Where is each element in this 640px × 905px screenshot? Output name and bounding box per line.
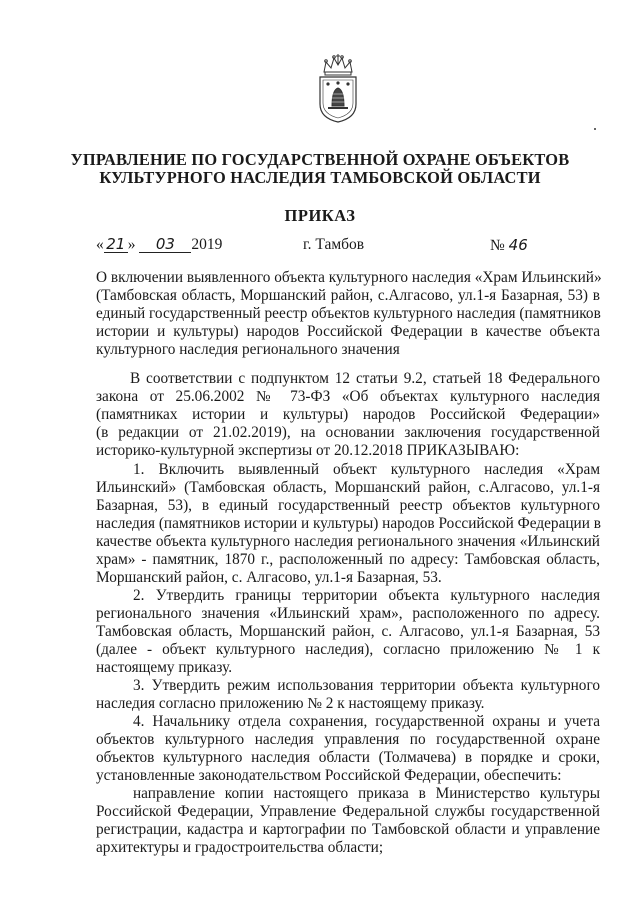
body-line: Базарная, 53), в единый государственный реестр объектов культурного xyxy=(96,497,600,514)
title-line: (Тамбовская область, Моршанский район, с.Алгасово, ул.1-я Базарная, 53) в xyxy=(96,287,600,304)
body-line: архитектуры и градостроительства области; xyxy=(96,839,384,856)
body-line: историко-культурной экспертизы от 20.12.2018 ПРИКАЗЫВАЮ: xyxy=(96,442,520,459)
date-field xyxy=(96,235,222,255)
body-line: (в редакции от 21.02.2019), на основании заключения государственной xyxy=(96,424,600,441)
body-line: наследия (памятников истории и культуры) народов Российской Федерации в xyxy=(96,515,601,532)
body-line: объектов культурного наследия области (Толмачева) в порядке и сроки, xyxy=(96,749,600,766)
body-line: Тамбовская область, Моршанский район, с. Алгасово, ул.1-я Базарная, 53 xyxy=(96,623,600,640)
date-year: 2019 xyxy=(191,236,223,253)
date-close-quote: » xyxy=(127,236,136,253)
title-line: единый государственный реестр объектов культурного наследия (памятников xyxy=(96,305,601,322)
coat-of-arms-emblem xyxy=(314,52,362,124)
scan-speck xyxy=(594,128,596,130)
document-type: ПРИКАЗ xyxy=(284,206,356,225)
body-line: объектов культурного наследия управления по государственной охране xyxy=(96,731,600,748)
org-name-line2: КУЛЬТУРНОГО НАСЛЕДИЯ ТАМБОВСКОЙ ОБЛАСТИ xyxy=(99,168,541,187)
body-line: направление копии настоящего приказа в Министерство культуры xyxy=(133,785,600,802)
body-line: закона от 25.06.2002 № 73-ФЗ «Об объектах культурного наследия xyxy=(96,388,600,405)
order-number xyxy=(490,235,528,256)
body-line: 2. Утвердить границы территории объекта культурного наследия xyxy=(133,587,600,604)
body-line: регистрации, кадастра и картографии по Тамбовской области и управление xyxy=(96,821,600,838)
body-line: 1. Включить выявленный объект культурного наследия «Храм xyxy=(133,461,600,478)
city: г. Тамбов xyxy=(303,236,365,253)
body-line: храм» - памятник, 1870 г., расположенный по адресу: Тамбовская область, xyxy=(96,551,600,568)
body-line: (памятниках истории и культуры) народов Российской Федерации» xyxy=(96,406,600,423)
body-line: Ильинский» (Тамбовская область, Моршанский район, с.Алгасово, ул.1-я xyxy=(96,479,600,496)
date-open-quote: « xyxy=(96,236,104,253)
title-line: культурного наследия регионального значения xyxy=(96,341,400,358)
body-line: 4. Начальнику отдела сохранения, государственной охраны и учета xyxy=(133,713,600,730)
body-line: наследия согласно приложению № 2 к настоящему приказу. xyxy=(96,695,485,712)
body-line: В соответствии с подпунктом 12 статьи 9.2, статьей 18 Федерального xyxy=(130,370,600,387)
body-line: настоящему приказу. xyxy=(96,659,233,676)
title-line: О включении выявленного объекта культурного наследия «Храм Ильинский» xyxy=(96,269,602,286)
body-line: 3. Утвердить режим использования территории объекта культурного xyxy=(133,677,600,694)
number-value: 46 xyxy=(508,236,528,254)
body-line: Моршанский район, с. Алгасово, ул.1-я Базарная, 53. xyxy=(96,569,442,586)
number-label: № xyxy=(490,237,505,254)
body-line: установленные законодательством Российской Федерации, обеспечить: xyxy=(96,767,562,784)
date-day: 21 xyxy=(104,236,128,253)
title-line: истории и культуры) народов Российской Федерации в качестве объекта xyxy=(96,323,600,340)
date-month: 03 xyxy=(139,236,191,253)
body-line: качестве объекта культурного наследия регионального значения «Ильинский xyxy=(96,533,600,550)
body-line: (далее - объект культурного наследия), согласно приложению № 1 к xyxy=(96,641,600,658)
org-name-line1: УПРАВЛЕНИЕ ПО ГОСУДАРСТВЕННОЙ ОХРАНЕ ОБЪЕКТОВ xyxy=(70,150,570,169)
body-line: Российской Федерации, Управление Федеральной службы государственной xyxy=(96,803,600,820)
body-line: регионального значения «Ильинский храм», расположенного по адресу. xyxy=(96,605,600,622)
